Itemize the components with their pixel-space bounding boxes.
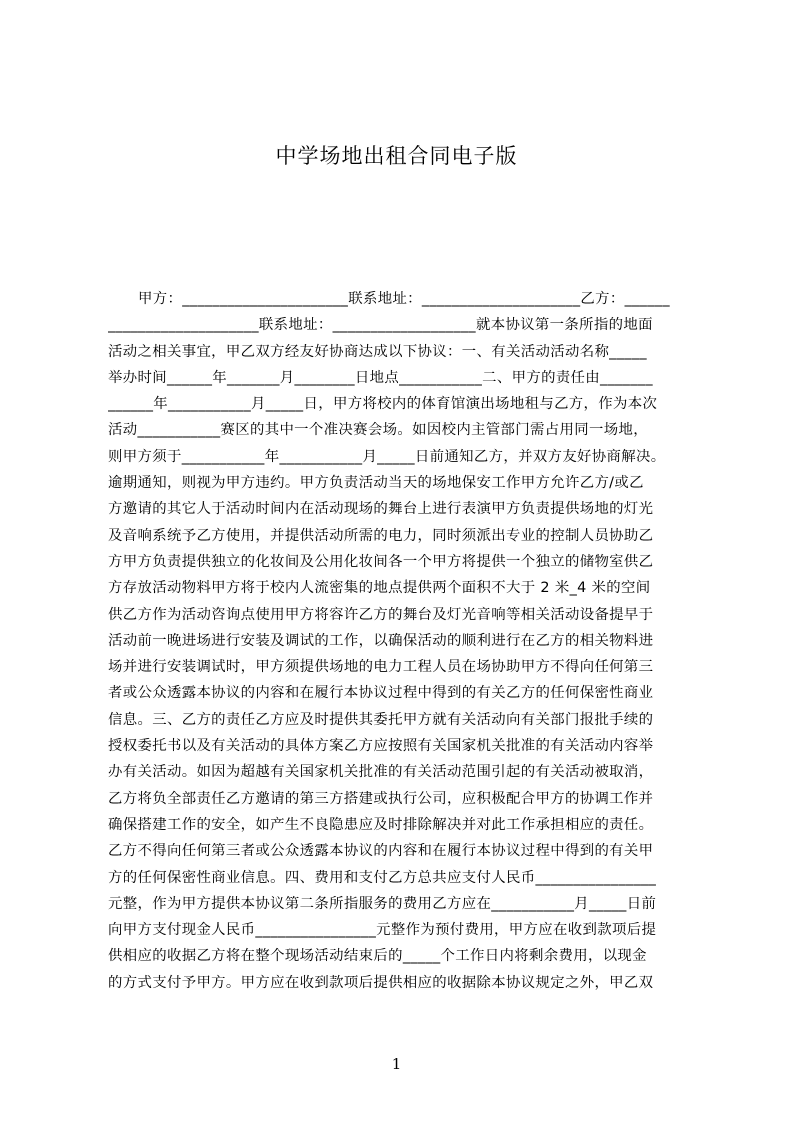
- body-line: 方存放活动物料甲方将于校内人流密集的地点提供两个面积不大于 2 米_4 米的空间: [108, 580, 651, 597]
- body-line: 举办时间______年_______月________日地点___________二、甲方的责任由_______: [108, 369, 653, 386]
- body-line: 活动之相关事宜，甲乙双方经友好协商达成以下协议：一、有关活动活动名称_____: [108, 343, 647, 360]
- body-line: 办有关活动。如因为超越有关国家机关批准的有关活动范围引起的有关活动被取消，: [108, 764, 654, 781]
- body-line: 确保搭建工作的安全，如产生不良隐患应及时排除解决并对此工作承担相应的责任。: [108, 816, 654, 833]
- body-line: 逾期通知，则视为甲方违约。甲方负责活动当天的场地保安工作甲方允许乙方/或乙: [108, 475, 644, 492]
- body-line: 供相应的收据乙方将在整个现场活动结束后的_____个工作日内将剩余费用，以现金: [108, 948, 647, 965]
- body-line: 信息。三、乙方的责任乙方应及时提供其委托甲方就有关活动向有关部门报批手续的: [108, 711, 654, 728]
- body-line: 及音响系统予乙方使用，并提供活动所需的电力，同时须派出专业的控制人员协助乙: [108, 527, 654, 544]
- body-line: 方邀请的其它人于活动时间内在活动现场的舞台上进行表演甲方负责提供场地的灯光: [108, 501, 654, 518]
- body-line: 向甲方支付现金人民币________________元整作为预付费用，甲方应在收到款项后提: [108, 922, 657, 939]
- page-number: 1: [391, 1055, 402, 1073]
- body-line: 场并进行安装调试时，甲方须提供场地的电力工程人员在场协助甲方不得向任何第三: [108, 659, 654, 676]
- document-title: 中学场地出租合同电子版: [275, 144, 518, 168]
- body-line: 活动___________赛区的其中一个准决赛会场。如因校内主管部门需占用同一场地，: [108, 422, 648, 439]
- body-line: 元整，作为甲方提供本协议第二条所指服务的费用乙方应在___________月_____日前: [108, 895, 657, 912]
- contract-body: [108, 286, 700, 996]
- body-line: ______年___________月_____日，甲方将校内的体育馆演出场地租与乙方，作为本次: [108, 396, 658, 413]
- body-line: 则甲方须于___________年___________月_____日前通知乙方，并双方友好协商解决。: [108, 448, 666, 465]
- body-line: 甲方：______________________联系地址：_____________________乙方：______: [138, 291, 670, 307]
- body-line: 的方式支付予甲方。甲方应在收到款项后提供相应的收据除本协议规定之外，甲乙双: [108, 974, 654, 991]
- body-line: 活动前一晚进场进行安装及调试的工作，以确保活动的顺利进行在乙方的相关物料进: [108, 632, 654, 649]
- body-line: 授权委托书以及有关活动的具体方案乙方应按照有关国家机关批准的有关活动内容举: [108, 738, 654, 755]
- body-line: 方甲方负责提供独立的化妆间及公用化妆间各一个甲方将提供一个独立的储物室供乙: [108, 553, 654, 570]
- body-line: ____________________联系地址：___________________就本协议第一条所指的地面: [108, 317, 653, 334]
- body-line: 方的任何保密性商业信息。四、费用和支付乙方总共应支付人民币________________: [108, 869, 657, 886]
- body-line: 者或公众透露本协议的内容和在履行本协议过程中得到的有关乙方的任何保密性商业: [108, 685, 654, 702]
- body-line: 乙方将负全部责任乙方邀请的第三方搭建或执行公司，应积极配合甲方的协调工作并: [108, 790, 654, 807]
- body-line: 乙方不得向任何第三者或公众透露本协议的内容和在履行本协议过程中得到的有关甲: [108, 843, 654, 860]
- body-line: 供乙方作为活动咨询点使用甲方将容许乙方的舞台及灯光音响等相关活动设备提早于: [108, 606, 654, 623]
